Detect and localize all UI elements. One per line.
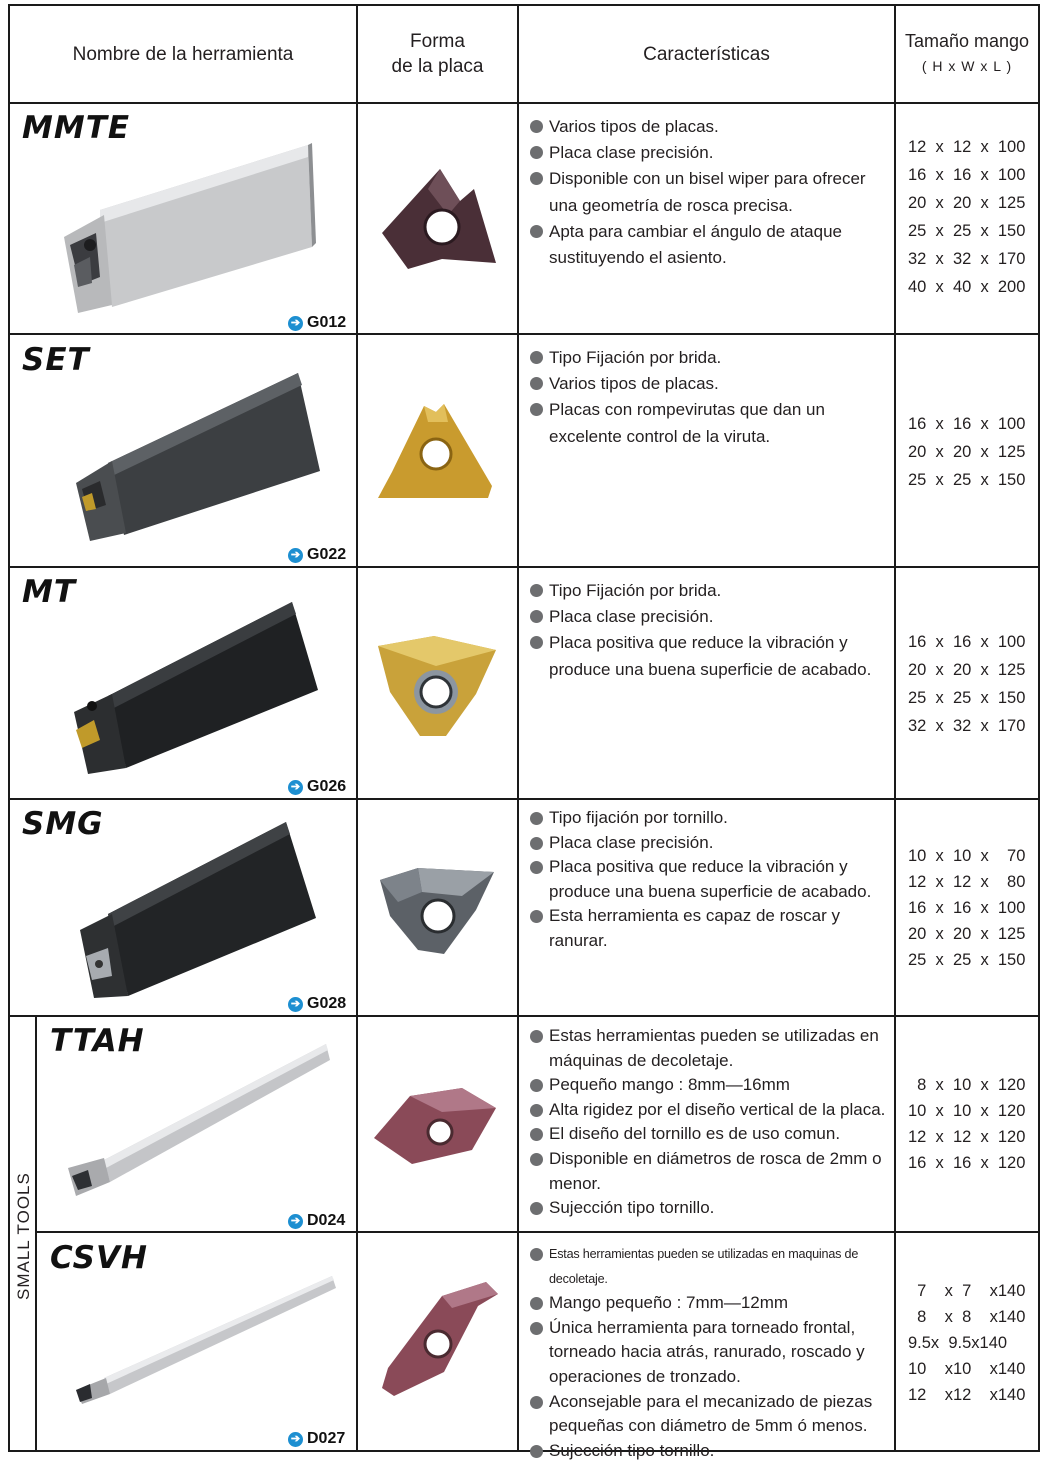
shank-size-value: 7 x 7 x140 — [908, 1282, 1026, 1300]
header-features-text: Características — [643, 43, 770, 65]
ttah-insert-image — [372, 1086, 502, 1166]
features-list — [530, 1242, 892, 1463]
tool-name: TTAH — [50, 1023, 145, 1059]
grid-line — [8, 1015, 1040, 1017]
small-tools-label: SMALL TOOLS — [14, 1172, 33, 1300]
arrow-icon: ➔ — [288, 548, 303, 563]
grid-line — [8, 102, 1040, 104]
catalog-ref-code: G028 — [307, 995, 347, 1012]
ttah-holder-image — [64, 1040, 334, 1200]
mt-insert-image — [376, 632, 500, 740]
shank-size-value: 25 x 25 x 150 — [908, 471, 1026, 489]
catalog-ref[interactable] — [288, 314, 346, 332]
feature-item: Tipo Fijación por brida. — [530, 345, 892, 371]
grid-line — [35, 1015, 37, 1452]
header-features — [519, 6, 894, 102]
grid-line — [8, 333, 1040, 335]
header-insert-shape — [358, 6, 517, 102]
tool-name: MT — [22, 574, 76, 610]
feature-item: Disponible en diámetros de rosca de 2mm o menor. — [530, 1147, 892, 1196]
feature-item: Disponible con un bisel wiper para ofrecer una geometría de rosca precisa. — [530, 166, 892, 218]
features-list — [530, 345, 892, 450]
shank-size-value: 10 x 10 x 70 — [908, 847, 1026, 865]
shank-size-value: 10 x10 x140 — [908, 1360, 1026, 1378]
shank-size-value: 16 x 16 x 100 — [908, 166, 1026, 184]
arrow-icon: ➔ — [288, 1214, 303, 1229]
feature-item: Varios tipos de placas. — [530, 114, 892, 140]
shank-size-value: 20 x 20 x 125 — [908, 443, 1026, 461]
header-tool-name-text: Nombre de la herramienta — [72, 43, 294, 65]
feature-item: Única herramienta para torneado frontal, torneado hacia atrás, ranurado, roscado y operaciones de tronzado. — [530, 1316, 892, 1390]
mmte-holder-image — [50, 135, 330, 315]
shank-size-value: 9.5x 9.5x140 — [908, 1334, 1008, 1352]
header-insert-shape-line2: de la placa — [391, 56, 484, 77]
catalog-ref-code: G012 — [307, 314, 347, 331]
shank-size-value: 32 x 32 x 170 — [908, 250, 1026, 268]
arrow-icon: ➔ — [288, 780, 303, 795]
grid-line — [36, 1231, 1040, 1233]
shank-size-value: 10 x 10 x 120 — [908, 1102, 1026, 1120]
shank-size-value: 16 x 16 x 100 — [908, 633, 1026, 651]
smg-holder-image — [72, 820, 332, 1000]
shank-size-value: 25 x 25 x 150 — [908, 222, 1026, 240]
grid-line — [8, 566, 1040, 568]
header-shank-size — [896, 6, 1038, 102]
shank-size-value: 20 x 20 x 125 — [908, 661, 1026, 679]
catalog-ref[interactable] — [288, 995, 346, 1013]
arrow-icon: ➔ — [288, 997, 303, 1012]
feature-item: Apta para cambiar el ángulo de ataque sustituyendo el asiento. — [530, 219, 892, 271]
feature-item: Tipo Fijación por brida. — [530, 578, 892, 604]
shank-size-value: 25 x 25 x 150 — [908, 689, 1026, 707]
shank-sizes — [896, 1278, 1038, 1408]
tool-name: CSVH — [50, 1240, 148, 1276]
mt-holder-image — [68, 598, 328, 778]
shank-size-value: 20 x 20 x 125 — [908, 194, 1026, 212]
grid-line — [8, 4, 10, 1452]
feature-item: Estas herramientas pueden se utilizadas en máquinas de decoletaje. — [530, 1024, 892, 1073]
catalog-ref[interactable] — [288, 546, 346, 564]
header-shank-size-unit: ( H x W x L ) — [921, 58, 1013, 74]
feature-item: Placa clase precisión. — [530, 140, 892, 166]
feature-item: Esta herramienta es capaz de roscar y ranurar. — [530, 904, 892, 953]
feature-item: Placa clase precisión. — [530, 831, 892, 856]
mmte-insert-image — [378, 165, 502, 275]
csvh-holder-image — [70, 1268, 342, 1418]
arrow-icon: ➔ — [288, 316, 303, 331]
set-insert-image — [376, 402, 500, 502]
arrow-icon: ➔ — [288, 1432, 303, 1447]
header-tool-name — [10, 6, 356, 102]
header-insert-shape-line1: Forma — [410, 31, 465, 52]
catalog-ref[interactable] — [288, 1430, 345, 1448]
shank-sizes — [896, 628, 1038, 740]
set-holder-image — [70, 365, 330, 545]
tool-name: MMTE — [22, 110, 131, 146]
feature-item: Tipo fijación por tornillo. — [530, 806, 892, 831]
shank-sizes — [896, 842, 1038, 974]
shank-sizes — [896, 1072, 1038, 1176]
shank-size-value: 8 x 8 x140 — [908, 1308, 1026, 1326]
feature-item: Estas herramientas pueden se utilizadas en maquinas de decoletaje. — [530, 1242, 892, 1291]
features-list — [530, 1024, 892, 1221]
shank-size-value: 12 x 12 x 100 — [908, 138, 1026, 156]
shank-size-value: 32 x 32 x 170 — [908, 717, 1026, 735]
shank-size-value: 16 x 16 x 100 — [908, 415, 1026, 433]
catalog-ref[interactable] — [288, 1212, 345, 1230]
shank-size-value: 20 x 20 x 125 — [908, 925, 1026, 943]
shank-size-value: 40 x 40 x 200 — [908, 278, 1026, 296]
feature-item: Placa positiva que reduce la vibración y produce una buena superficie de acabado. — [530, 630, 892, 682]
tool-name: SMG — [22, 806, 104, 842]
catalog-ref-code: D024 — [307, 1212, 346, 1229]
grid-line — [356, 4, 358, 1452]
shank-size-value: 12 x12 x140 — [908, 1386, 1026, 1404]
shank-size-value: 16 x 16 x 120 — [908, 1154, 1026, 1172]
features-list — [530, 578, 892, 683]
shank-size-value: 8 x 10 x 120 — [908, 1076, 1026, 1094]
feature-item: Sujección tipo tornillo. — [530, 1439, 892, 1463]
shank-sizes — [896, 410, 1038, 494]
tool-name: SET — [22, 342, 90, 378]
header-shank-size-text: Tamaño mango — [904, 31, 1030, 51]
feature-item: Placas con rompevirutas que dan un excelente control de la viruta. — [530, 397, 892, 449]
feature-item: Placa positiva que reduce la vibración y produce una buena superficie de acabado. — [530, 855, 892, 904]
smg-insert-image — [378, 866, 498, 958]
feature-item: Alta rigidez por el diseño vertical de la placa. — [530, 1098, 892, 1123]
csvh-insert-image — [380, 1280, 504, 1398]
feature-item: Placa clase precisión. — [530, 604, 892, 630]
feature-item: Varios tipos de placas. — [530, 371, 892, 397]
feature-item: Pequeño mango : 8mm—16mm — [530, 1073, 892, 1098]
features-list — [530, 114, 892, 271]
catalog-ref-code: G022 — [307, 546, 347, 563]
catalog-ref-code: G026 — [307, 778, 347, 795]
shank-sizes — [896, 132, 1038, 302]
shank-size-value: 12 x 12 x 120 — [908, 1128, 1026, 1146]
grid-line — [8, 798, 1040, 800]
shank-size-value: 25 x 25 x 150 — [908, 951, 1026, 969]
feature-item: El diseño del tornillo es de uso comun. — [530, 1122, 892, 1147]
grid-line — [517, 4, 519, 1452]
feature-item: Sujección tipo tornillo. — [530, 1196, 892, 1221]
grid-line — [1038, 4, 1040, 1452]
catalog-ref-code: D027 — [307, 1430, 346, 1447]
shank-size-value: 12 x 12 x 80 — [908, 873, 1026, 891]
catalog-ref[interactable] — [288, 778, 346, 796]
feature-item: Mango pequeño : 7mm—12mm — [530, 1291, 892, 1316]
feature-item: Aconsejable para el mecanizado de piezas pequeñas con diámetro de 5mm ó menos. — [530, 1390, 892, 1439]
features-list — [530, 806, 892, 954]
shank-size-value: 16 x 16 x 100 — [908, 899, 1026, 917]
